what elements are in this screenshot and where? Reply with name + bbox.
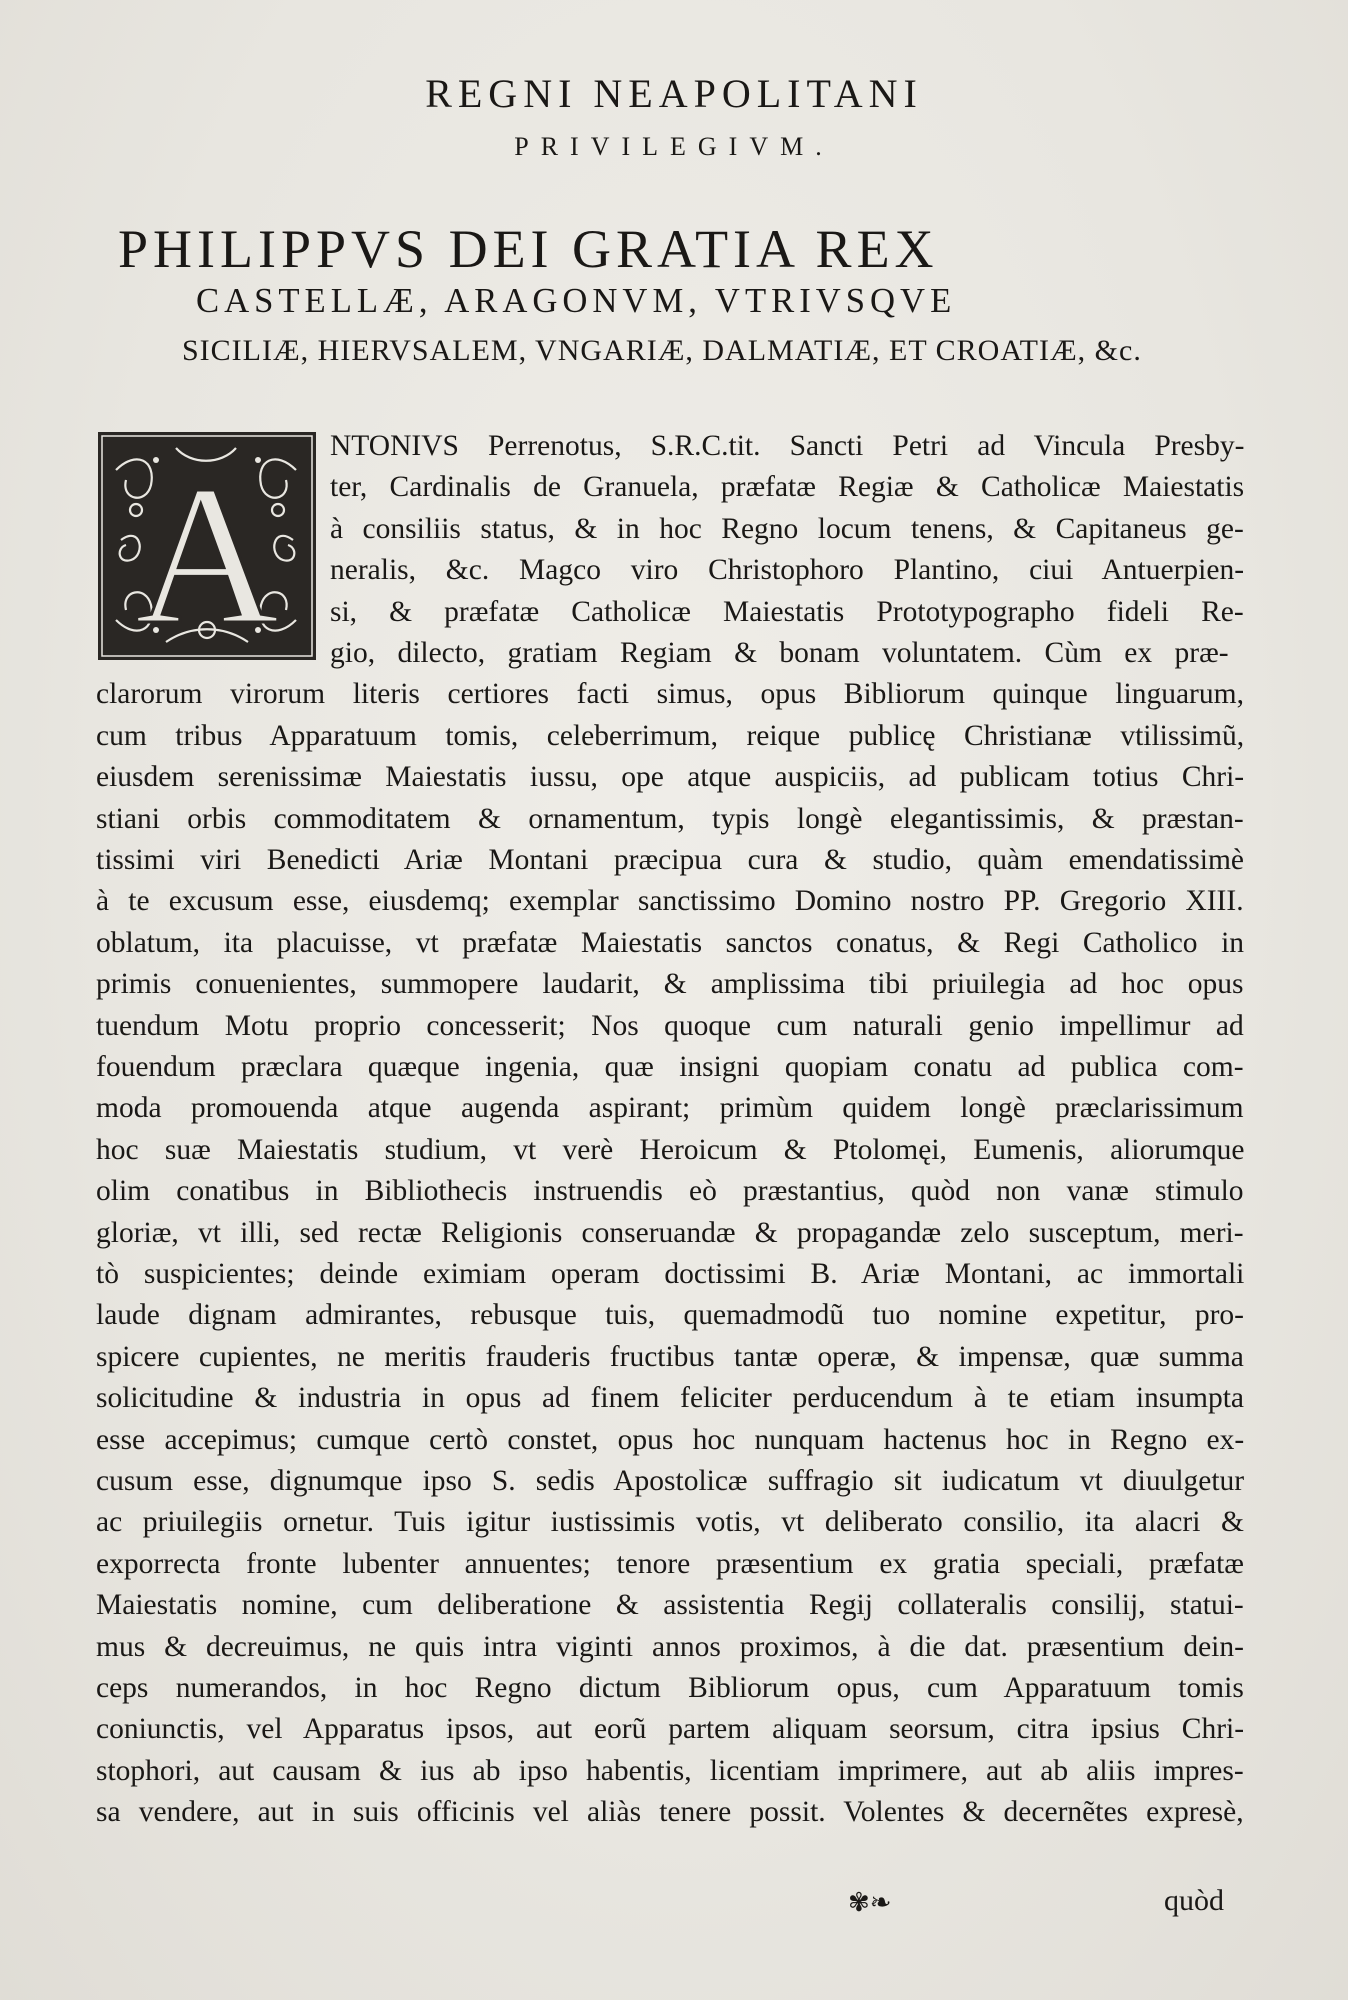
decorated-initial-icon [96, 430, 318, 662]
body-line: tuendum Motu proprio concesserit; Nos quoque cum naturali genio impellimur ad [96, 1009, 1244, 1042]
body-line: ceps numerandos, in hoc Regno dictum Bibliorum opus, cum Apparatuum tomis [96, 1672, 1244, 1704]
body-line: gio, dilecto, gratiam Regiam & bonam voluntatem. Cùm ex præ- [330, 637, 1229, 669]
body-line: sa vendere, aut in suis officinis vel aliàs tenere possit. Volentes & decernẽtes expresè, [96, 1796, 1244, 1829]
royal-title-line-3: SICILIÆ, HIERVSALEM, VNGARIÆ, DALMATIÆ, ET CROATIÆ, &c. [182, 334, 1142, 367]
body-line: stiani orbis commoditatem & ornamentum, typis longè elegantissimis, & præstan- [96, 802, 1244, 835]
body-line: Maiestatis nomine, cum deliberatione & assistentia Regij collateralis consilij, statui- [96, 1589, 1244, 1622]
body-line: laude dignam admirantes, rebusque tuis, quemadmodũ tuo nomine expetitur, pro- [96, 1299, 1244, 1332]
body-line: ter, Cardinalis de Granuela, præfatæ Regiæ & Catholicæ Maiestatis [330, 471, 1245, 504]
body-line: cum tribus Apparatuum tomis, celeberrimum, reique publicę Christianæ vtilissimũ, [96, 719, 1245, 752]
body-line: à consiliis status, & in hoc Regno locum tenens, & Capitaneus ge- [330, 512, 1244, 545]
svg-text:A: A [134, 445, 280, 662]
royal-title-line-1: PHILIPPVS DEI GRATIA REX [118, 219, 939, 279]
body-line: eiusdem serenissimæ Maiestatis iussu, ope atque auspiciis, ad publicam totius Chri- [96, 761, 1245, 794]
body-line: mus & decreuimus, ne quis intra viginti annos proximos, à die dat. præsentium dein- [96, 1630, 1244, 1663]
body-line: NTONIVS Perrenotus, S.R.C.tit. Sancti Petri ad Vincula Presby- [330, 430, 1245, 462]
page-title: REGNI NEAPOLITANI [425, 71, 923, 116]
body-line: tò suspicientes; deinde eximiam operam doctissimi B. Ariæ Montani, ac immortali [96, 1258, 1245, 1290]
body-line: fouendum præclara quæque ingenia, quæ insigni quopiam conatu ad publica com- [96, 1051, 1244, 1083]
body-line: oblatum, ita placuisse, vt præfatæ Maiestatis sanctos conatus, & Regi Catholico in [96, 926, 1245, 959]
body-line: neralis, &c. Magco viro Christophoro Plantino, ciui Antuerpien- [330, 554, 1245, 587]
body-line: esse accepimus; cumque certò constet, opus hoc nunquam hactenus hoc in Regno ex- [96, 1423, 1245, 1456]
fleuron-icon: ✾❧ [848, 1888, 892, 1917]
body-line: tissimi viri Benedicti Ariæ Montani præcipua cura & studio, quàm emendatissimè [96, 844, 1244, 876]
body-line: à te excusum esse, eiusdemq; exemplar sanctissimo Domino nostro PP. Gregorio XIII. [96, 885, 1244, 918]
body-line: exporrecta fronte lubenter annuentes; tenore præsentium ex gratia speciali, præfatæ [96, 1547, 1244, 1580]
body-line: clarorum virorum literis certiores facti simus, opus Bibliorum quinque linguarum, [96, 678, 1244, 711]
body-line: primis conuenientes, summopere laudarit, & amplissima tibi priuilegia ad hoc opus [96, 968, 1244, 1001]
body-line: ac priuilegiis ornetur. Tuis igitur iustissimis votis, vt deliberato consilio, ita alacri & [96, 1506, 1244, 1539]
body-line: stophori, aut causam & ius ab ipso habentis, licentiam imprimere, aut ab aliis impres- [96, 1754, 1244, 1787]
catchword: quòd [1164, 1884, 1224, 1917]
body-line: hoc suæ Maiestatis studium, vt verè Heroicum & Ptolomęi, Eumenis, aliorumque [96, 1133, 1245, 1166]
body-line: solicitudine & industria in opus ad finem feliciter perducendum à te etiam insumpta [96, 1382, 1244, 1415]
page-subtitle: PRIVILEGIVM. [514, 132, 834, 161]
body-line: coniunctis, vel Apparatus ipsos, aut eorũ partem aliquam seorsum, citra ipsius Chri- [96, 1713, 1245, 1746]
body-line: spicere cupientes, ne meritis frauderis fructibus tantæ operæ, & impensæ, quæ summa [96, 1340, 1244, 1373]
body-line: gloriæ, vt illi, sed rectæ Religionis conseruandæ & propagandæ zelo susceptum, meri- [96, 1216, 1244, 1249]
body-line: si, & præfatæ Catholicæ Maiestatis Prototypographo fideli Re- [330, 595, 1244, 628]
body-line: cusum esse, dignumque ipso S. sedis Apostolicæ suffragio sit iudicatum vt diuulgetur [96, 1465, 1245, 1497]
body-line: moda promouenda atque augenda aspirant; primùm quidem longè præclarissimum [96, 1092, 1244, 1125]
royal-title-line-2: CASTELLÆ, ARAGONVM, VTRIVSQVE [196, 282, 957, 320]
body-line: olim conatibus in Bibliothecis instruendis eò præstantius, quòd non vanæ stimulo [96, 1175, 1244, 1208]
